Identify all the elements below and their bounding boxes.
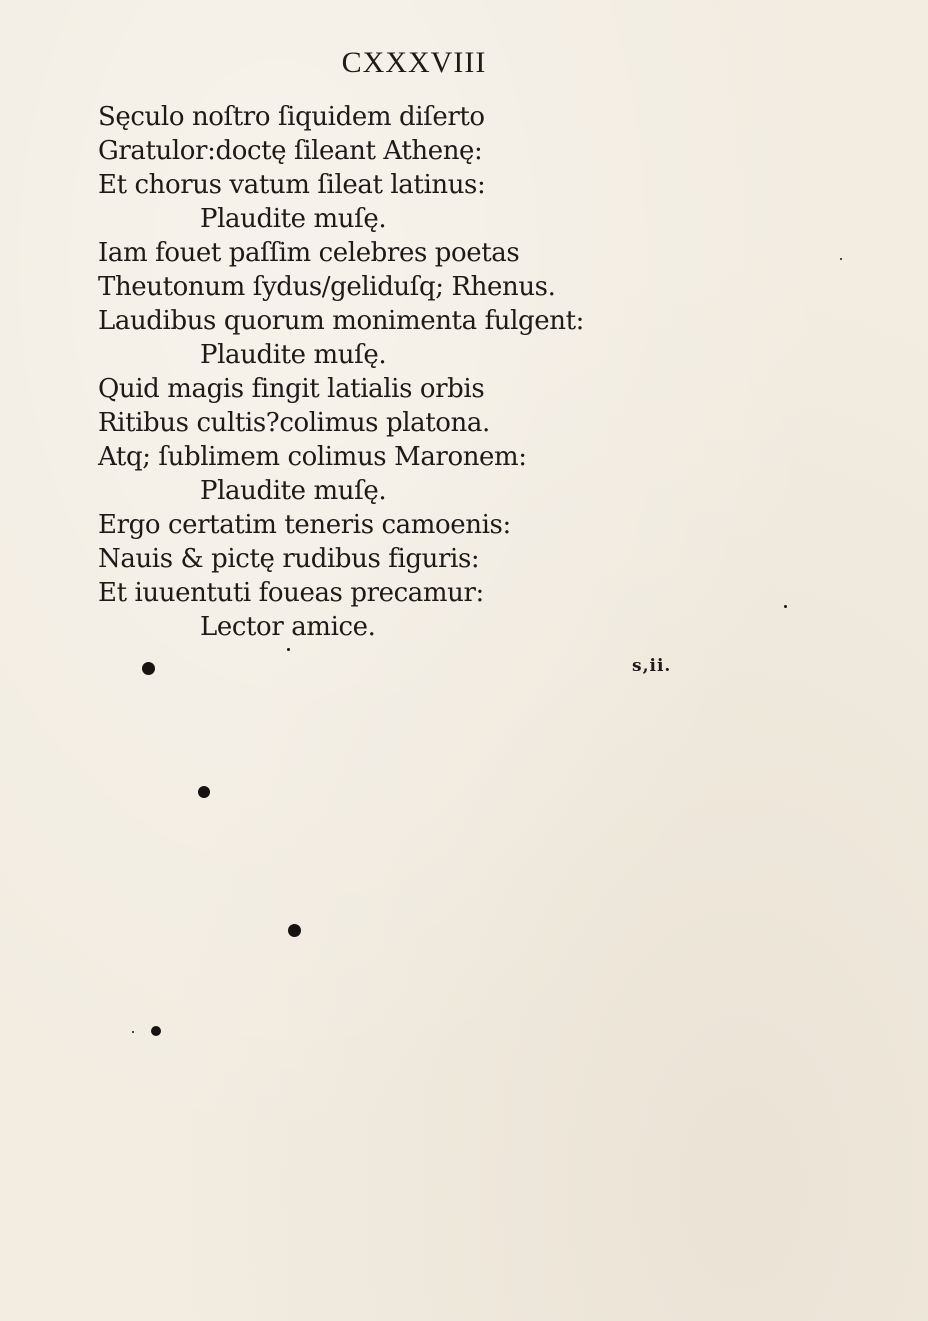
verse-line: Nauis & pictę rudibus figuris: [98, 544, 480, 574]
poem-text [98, 100, 658, 644]
verse-line: Laudibus quorum monimenta fulgent: [98, 306, 585, 336]
verse-line: Et chorus vatum ſileat latinus: [98, 170, 486, 200]
ink-dot [198, 786, 210, 798]
paper-speck [840, 258, 842, 260]
verse-line: Gratulor:doctę ſileant Athenę: [98, 136, 483, 166]
verse-line: Theutonum ſydus/geliduſq; Rhenus. [98, 272, 556, 302]
refrain-line: Plaudite muſę. [200, 204, 387, 234]
refrain-line: Plaudite muſę. [200, 340, 387, 370]
verse-line: Sęculo noſtro ſiquidem diſerto [98, 102, 485, 132]
paper-speck [287, 648, 290, 651]
signature-mark: s,ii. [632, 656, 672, 676]
ink-dot [151, 1026, 161, 1036]
folio-number: CXXXVIII [341, 46, 487, 79]
verse-line: Atq; ſublimem colimus Maronem: [98, 442, 527, 472]
paper-speck [132, 1031, 134, 1033]
verse-line: Ritibus cultis?colimus platona. [98, 408, 490, 438]
verse-line: Ergo certatim teneris camoenis: [98, 510, 511, 540]
verse-line: Iam fouet paſſim celebres poetas [98, 238, 520, 268]
verse-line: Et iuuentuti foueas precamur: [98, 578, 484, 608]
refrain-line: Plaudite muſę. [200, 476, 387, 506]
refrain-line: Lector amice. [200, 612, 376, 642]
paper-speck [784, 605, 787, 608]
ink-dot [288, 924, 301, 937]
verse-line: Quid magis fingit latialis orbis [98, 374, 485, 404]
ink-dot [142, 662, 155, 675]
